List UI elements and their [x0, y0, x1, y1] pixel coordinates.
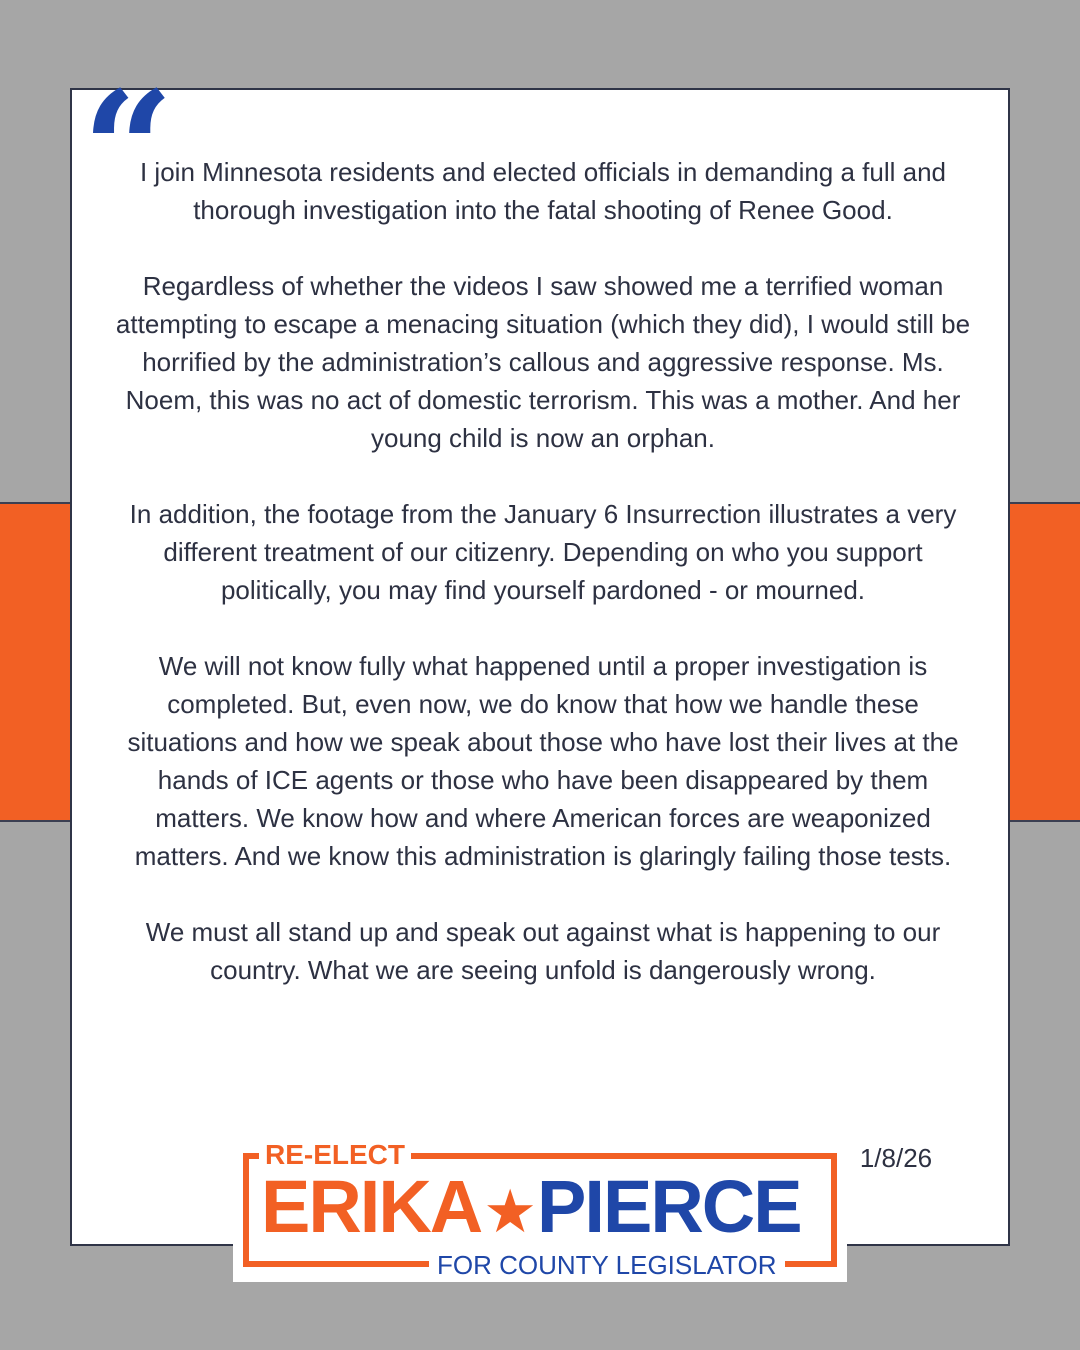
- statement-paragraph-5: We must all stand up and speak out against what is happening to our country. What we are seeing unfold is dangerously wrong.: [145, 917, 941, 985]
- logo-first-name: ERIKA: [261, 1165, 482, 1248]
- logo-re-elect: RE-ELECT: [259, 1140, 411, 1170]
- logo-office: FOR COUNTY LEGISLATOR: [429, 1250, 785, 1280]
- statement-paragraph-4: We will not know fully what happened until a proper investigation is completed. But, even now, we do know that how we handle these situations and how we speak about those who have lost their lives at the hands of ICE agents or those who have been disappeared by them matters. We know how and where American forces are weaponized matters. And we know this administration is glaringly failing those tests.: [127, 651, 959, 871]
- statement-text: [110, 153, 976, 989]
- statement-date: 1/8/26: [859, 1143, 933, 1173]
- statement-paragraph-3: In addition, the footage from the January 6 Insurrection illustrates a very different treatment of our citizenry. Depending on who you support politically, you may find yourself pardoned - or mourned.: [129, 499, 957, 605]
- logo-candidate-name: [261, 1166, 835, 1253]
- logo-last-name: PIERCE: [537, 1165, 801, 1248]
- statement-paragraph-1: I join Minnesota residents and elected officials in demanding a full and thorough investigation into the fatal shooting of Renee Good.: [139, 157, 947, 225]
- left-double-quote-icon: “: [82, 56, 175, 244]
- star-icon: ★: [483, 1178, 536, 1245]
- campaign-logo: [233, 1136, 847, 1282]
- statement-paragraph-2: Regardless of whether the videos I saw showed me a terrified woman attempting to escape a menacing situation (which they did), I would still be horrified by the administration’s callous and aggressive response. Ms. Noem, this was no act of domestic terrorism. This was a mother. And her young child is now an orphan.: [115, 271, 971, 453]
